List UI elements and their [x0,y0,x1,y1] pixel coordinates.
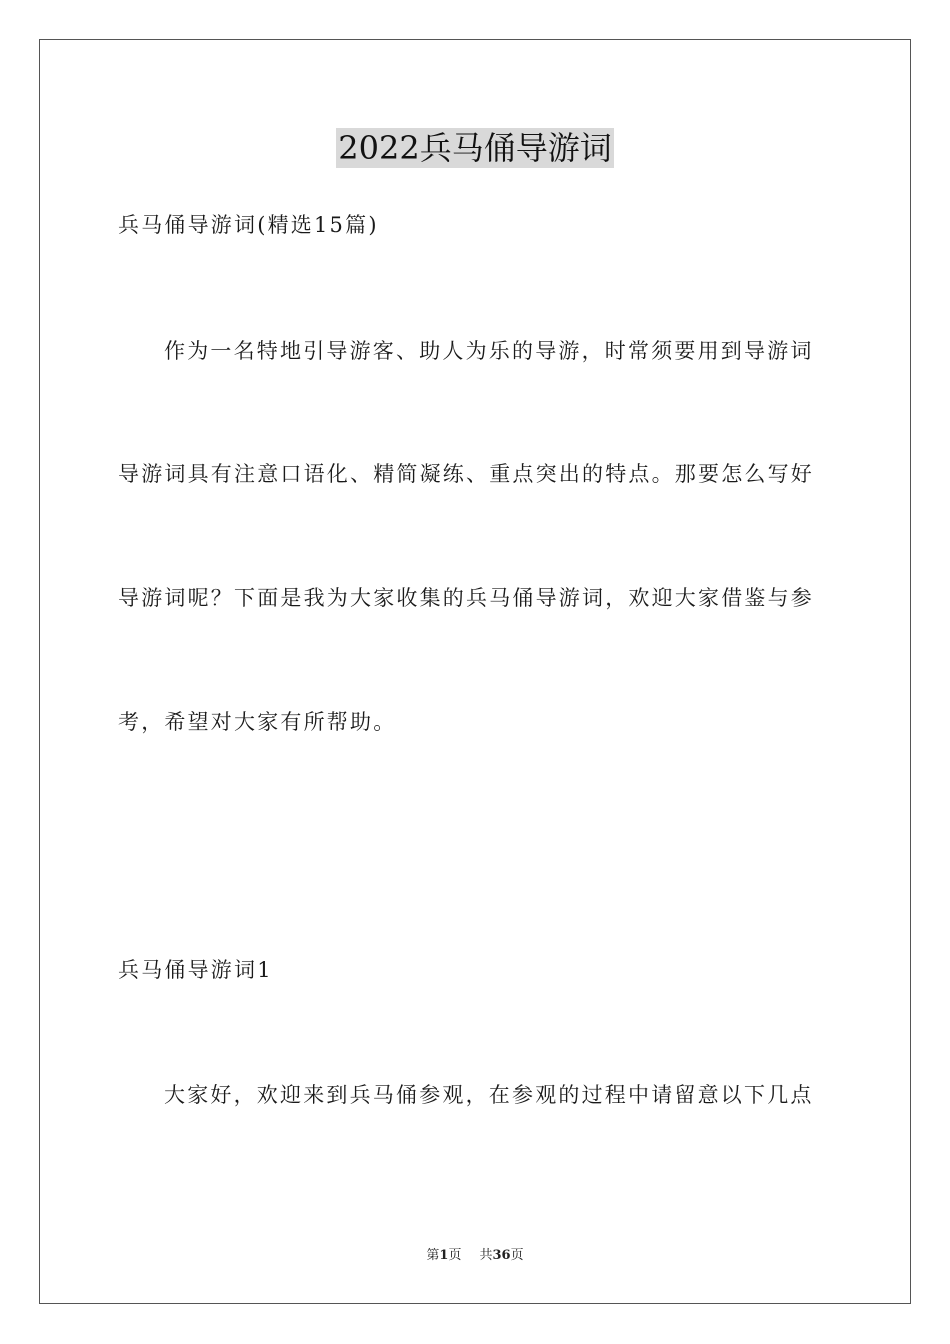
section-heading: 兵马俑导游词1 [118,958,273,982]
section-line-1: 大家好，欢迎来到兵马俑参观，在参观的过程中请留意以下几点 [164,1083,814,1107]
document-subtitle: 兵马俑导游词(精选15篇) [118,213,379,237]
intro-line-3: 导游词呢？下面是我为大家收集的兵马俑导游词，欢迎大家借鉴与参 [118,586,814,610]
footer-total-suffix: 页 [510,1248,524,1263]
footer-page-prefix: 第 [426,1248,440,1263]
intro-line-1: 作为一名特地引导游客、助人为乐的导游，时常须要用到导游词 [164,339,814,363]
footer-page-total: 36 [492,1248,511,1263]
title-container [0,128,950,168]
footer-page-current: 1 [439,1248,449,1263]
document-title: 2022兵马俑导游词 [338,129,612,167]
footer-total-prefix: 共 [479,1248,493,1263]
intro-line-2: 导游词具有注意口语化、精简凝练、重点突出的特点。那要怎么写好 [118,462,814,486]
page-footer [0,1247,950,1265]
footer-page-suffix: 页 [448,1248,462,1263]
intro-line-4: 考，希望对大家有所帮助。 [118,710,397,734]
